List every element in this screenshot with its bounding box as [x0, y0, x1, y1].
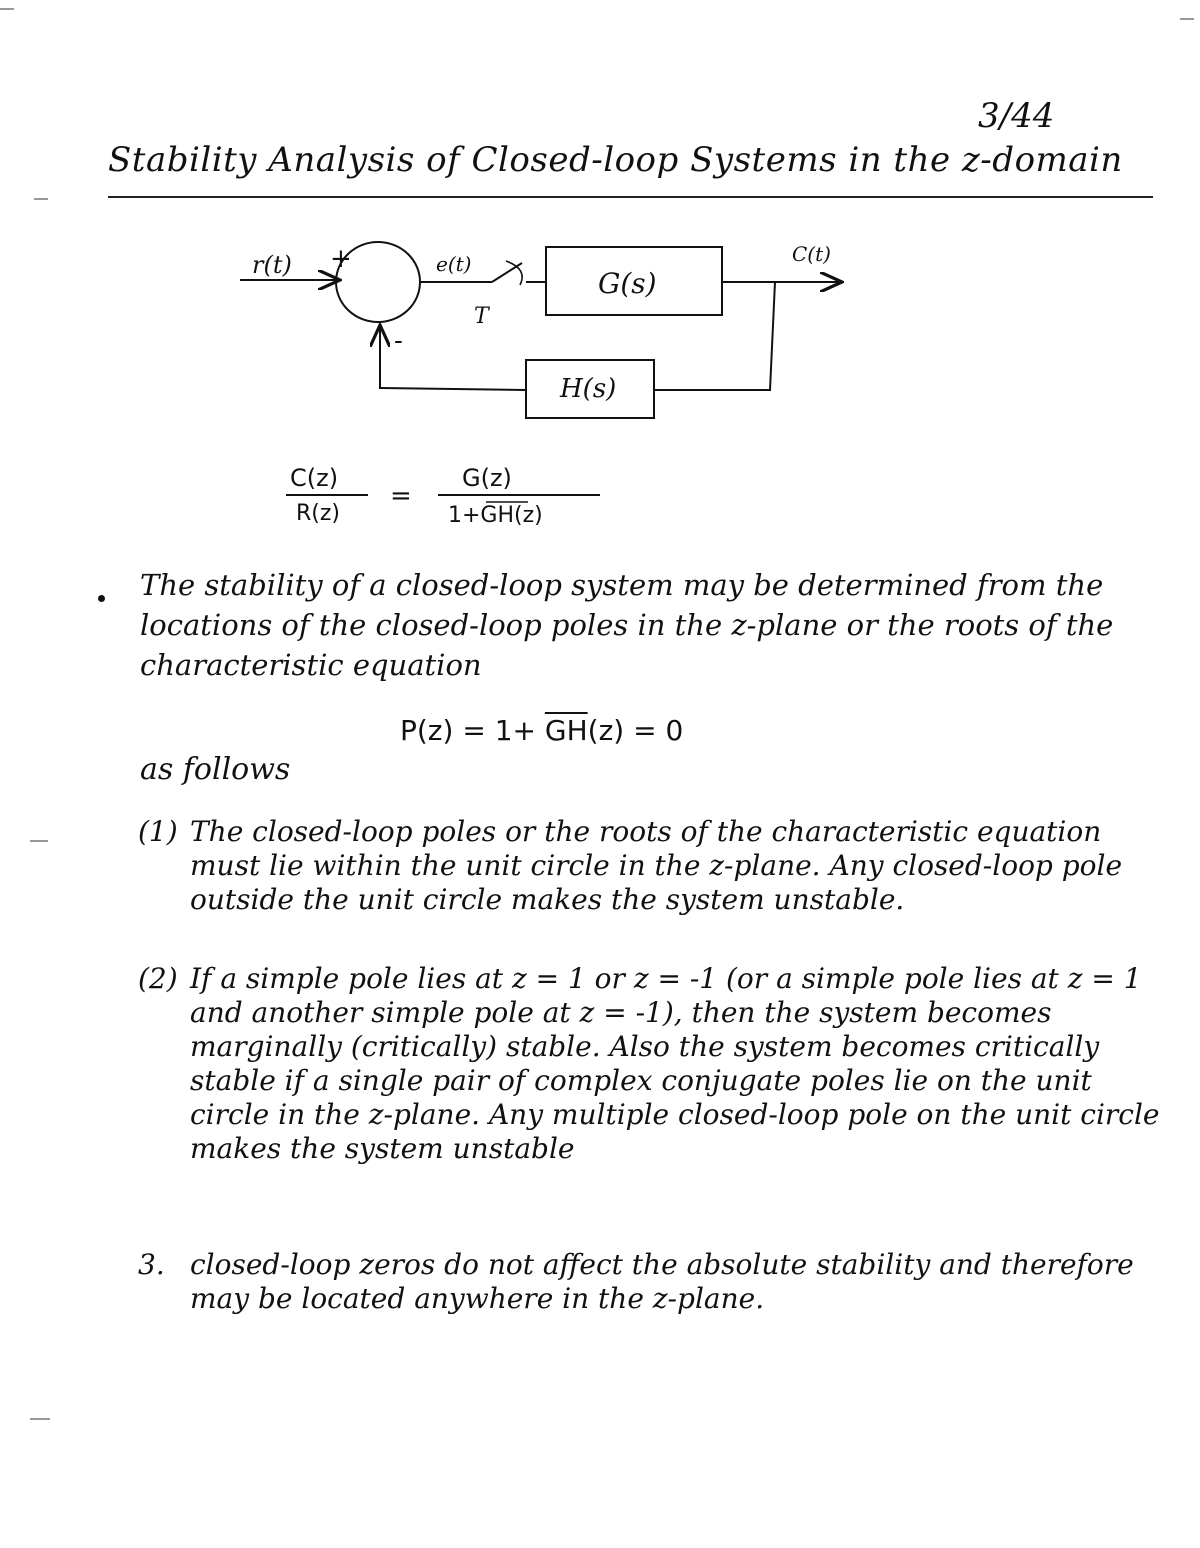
item-text: closed-loop zeros do not affect the absolute stability and therefore may be located anywhere in the z-plane. [190, 1248, 1134, 1315]
item-text: The closed-loop poles or the roots of the characteristic equation must lie within the unit circle in the z-plane. Any closed-loop pole outside the unit circle makes the system unstable. [190, 815, 1123, 916]
sampler-label: T [474, 304, 489, 329]
follows-text: as follows [140, 752, 291, 787]
bullet-point [98, 595, 105, 602]
feedback-line-right [654, 282, 775, 390]
list-item [138, 1248, 1150, 1316]
forward-block-label: G(s) [598, 267, 657, 300]
item-number: (1) [138, 815, 178, 848]
stability-paragraph: The stability of a closed-loop system may be determined from the locations of the closed-loop poles in the z-plane or the roots of the characteristic equation [140, 568, 1114, 682]
scan-edge-mark [30, 1418, 50, 1420]
lhs-denominator: R(z) [296, 501, 340, 526]
characteristic-equation [400, 714, 683, 747]
feedback-block-label: H(s) [560, 374, 617, 404]
char-eq-prefix: P(z) = 1+ [400, 714, 545, 747]
scan-edge-mark [30, 840, 48, 842]
lhs-numerator: C(z) [290, 464, 339, 492]
equals-sign: = [390, 481, 412, 511]
list-item [138, 815, 1150, 917]
item-number: 3. [138, 1248, 165, 1281]
output-label: C(t) [792, 242, 831, 266]
scan-edge-mark [34, 198, 48, 200]
minus-sign: - [394, 326, 403, 356]
page-number: 3/44 [978, 96, 1055, 136]
title-underline [108, 196, 1153, 198]
char-eq-overlined: $\overline{GH}$ [544, 714, 588, 747]
sampler-switch [492, 263, 522, 282]
error-label: e(t) [436, 252, 472, 276]
input-label: r(t) [252, 251, 292, 279]
scan-edge-mark [1180, 18, 1194, 20]
block-diagram [230, 225, 870, 425]
char-eq-suffix: (z) = 0 [587, 714, 684, 747]
list-item [138, 962, 1175, 1166]
page-title: Stability Analysis of Closed-loop Systems in the z-domain [108, 140, 1123, 180]
item-number: (2) [138, 962, 178, 995]
scan-edge-mark [0, 8, 14, 10]
plus-sign: + [330, 244, 352, 274]
rhs-denominator: 1+GH(z) [448, 503, 543, 528]
item-text: If a simple pole lies at z = 1 or z = -1 (or a simple pole lies at z = 1 and another simple pole at z = -1), then the system becomes marginally (critically) stable. Also the system becomes critically stable if a single pair of complex conjugate poles lie on the unit circle in the z-plane. Any multiple closed-loop pole on the unit circle makes the system unstable [190, 962, 1160, 1165]
rhs-numerator: G(z) [462, 464, 512, 492]
transfer-function-equation [282, 462, 622, 532]
